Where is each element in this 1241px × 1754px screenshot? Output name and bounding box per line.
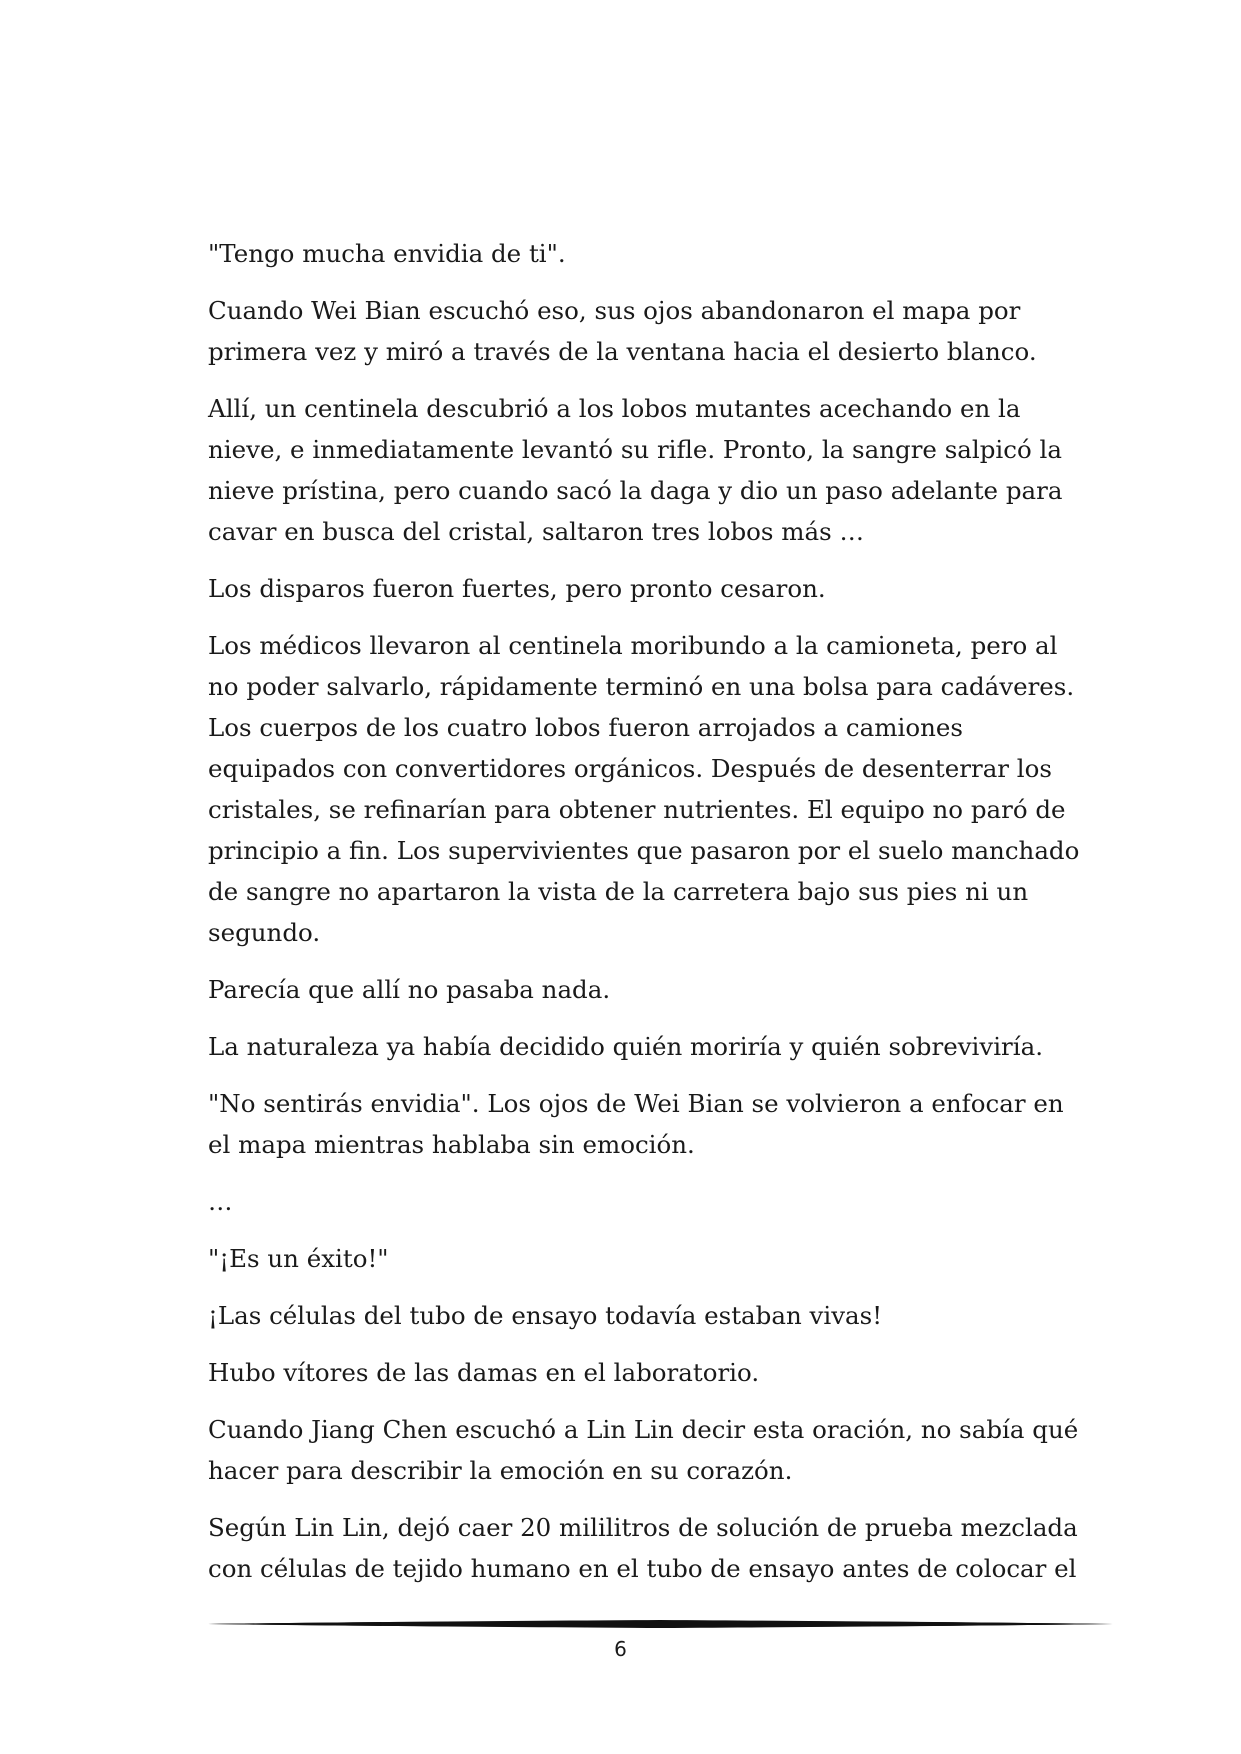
text-body [208,233,1088,1605]
page-number: 6 [614,1637,627,1661]
paragraph-2: Cuando Wei Bian escuchó eso, sus ojos abandonaron el mapa por primera vez y miró a través de la ventana hacia el desierto blanco. [208,296,1037,366]
paragraph-4: Los disparos fueron fuertes, pero pronto cesaron. [208,574,826,603]
paragraph-5: Los médicos llevaron al centinela moribundo a la camioneta, pero al no poder salvarlo, rápidamente terminó en una bolsa para cadáveres. Los cuerpos de los cuatro lobos fueron arrojados a camiones equipados con convertidores orgánicos. Después de desenterrar los cristales, se refinarían para obtener nutrientes. El equipo no paró de principio a fin. Los supervivientes que pasaron por el suelo manchado de sangre no apartaron la vista de la carretera bajo sus pies ni un segundo. [208,631,1080,947]
paragraph-9: … [208,1187,233,1216]
paragraph-12: Hubo vítores de las damas en el laboratorio. [208,1358,760,1387]
paragraph-8: "No sentirás envidia". Los ojos de Wei Bian se volvieron a enfocar en el mapa mientras hablaba sin emoción. [208,1089,1064,1159]
paragraph-13: Cuando Jiang Chen escuchó a Lin Lin decir esta oración, no sabía qué hacer para describir la emoción en su corazón. [208,1415,1079,1485]
paragraph-10: "¡Es un éxito!" [208,1244,389,1273]
paragraph-7: La naturaleza ya había decidido quién moriría y quién sobreviviría. [208,1032,1043,1061]
paragraph-11: ¡Las células del tubo de ensayo todavía estaban vivas! [208,1301,883,1330]
paragraph-14: Según Lin Lin, dejó caer 20 mililitros de solución de prueba mezclada con células de tejido humano en el tubo de ensayo antes de colocar el [208,1513,1078,1583]
paragraph-3: Allí, un centinela descubrió a los lobos mutantes acechando en la nieve, e inmediatamente levantó su rifle. Pronto, la sangre salpicó la nieve prístina, pero cuando sacó la daga y dio un paso adelante para cavar en busca del cristal, saltaron tres lobos más … [208,394,1063,546]
paragraph-1: "Tengo mucha envidia de ti". [208,239,566,268]
footer-divider [208,1618,1113,1630]
paragraph-6: Parecía que allí no pasaba nada. [208,975,611,1004]
